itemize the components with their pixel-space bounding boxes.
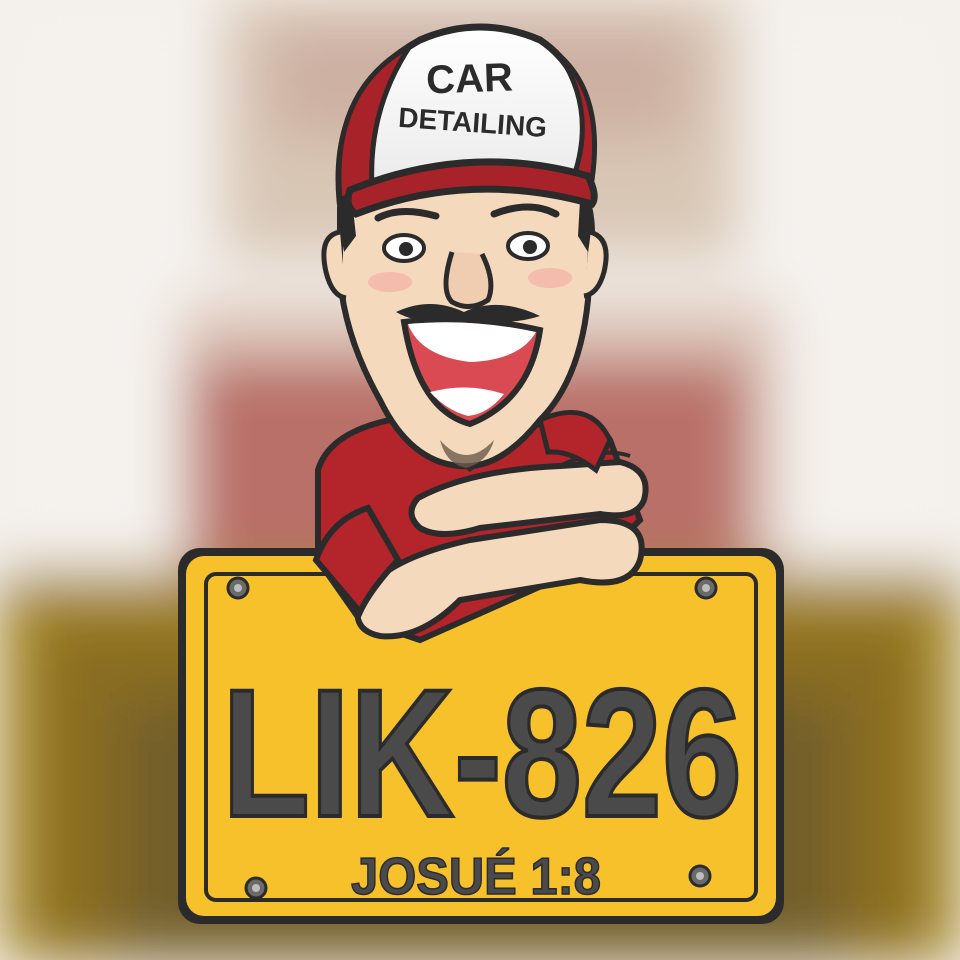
cap-text-line1: CAR (425, 55, 514, 103)
plate-number: LIK-826 (222, 651, 742, 855)
plate-verse: JOSUÉ 1:8 (351, 848, 601, 906)
cap-text-line2: DETAILING (397, 101, 548, 144)
